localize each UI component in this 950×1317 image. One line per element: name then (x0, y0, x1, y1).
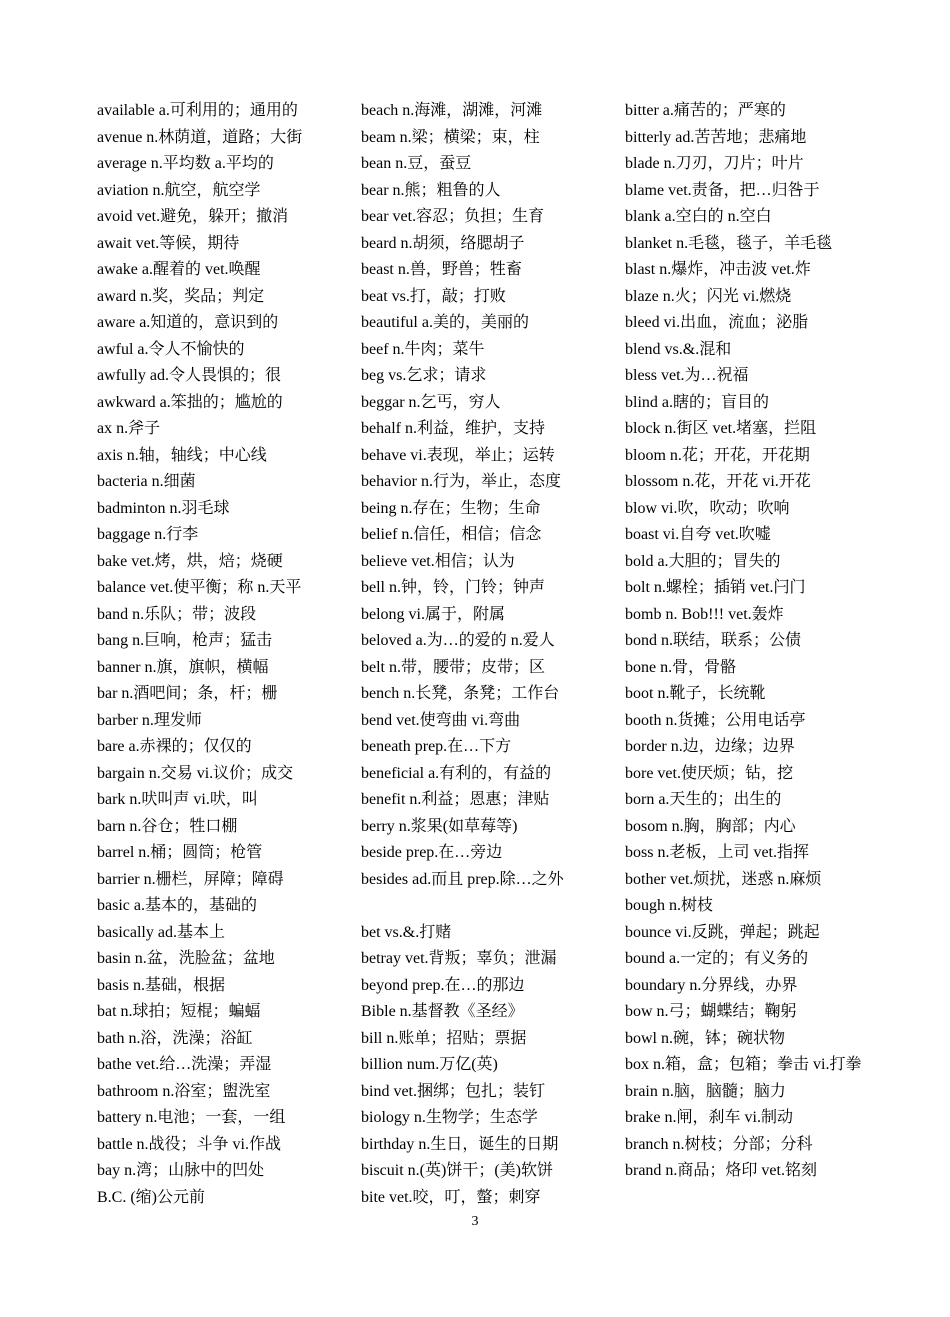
vocab-entry: bomb n. Bob!!! vet.轰炸 (625, 605, 784, 623)
vocab-entry: beloved a.为…的爱的 n.爱人 (361, 632, 555, 649)
vocab-entry: bang n.巨响，枪声；猛击 (97, 632, 273, 649)
vocab-entry: bear vet.容忍；负担；生育 (361, 208, 545, 225)
vocab-entry: booth n.货摊；公用电话亭 (625, 711, 806, 729)
vocab-entry: bear n.熊；粗鲁的人 (361, 181, 501, 199)
column-3 (625, 98, 881, 1185)
vocab-entry: blanket n.毛毯，毯子，羊毛毯 (625, 234, 833, 252)
vocab-entry: beneficial a.有利的，有益的 (361, 764, 552, 782)
vocab-entry: boundary n.分界线，办界 (625, 976, 798, 994)
vocab-entry: beef n.牛肉；菜牛 (361, 340, 485, 358)
vocab-entry: bite vet.咬，叮，螫；刺穿 (361, 1188, 541, 1206)
vocab-entry: basin n.盆，洗脸盆；盆地 (97, 950, 275, 967)
vocab-entry: bark n.吠叫声 vi.吠，叫 (97, 791, 258, 808)
vocab-entry: balance vet.使平衡；称 n.天平 (97, 579, 302, 596)
vocab-entry: awkward a.笨拙的；尴尬的 (97, 393, 283, 411)
vocab-entry: box n.箱，盒；包箱；拳击 vi.打拳 (625, 1056, 862, 1073)
vocab-entry: border n.边，边缘；边界 (625, 738, 795, 755)
vocab-entry: awfully ad.令人畏惧的；很 (97, 367, 281, 384)
vocab-entry: bathe vet.给…洗澡；弄湿 (97, 1056, 272, 1073)
vocab-entry: boast vi.自夸 vet.吹嘘 (625, 526, 771, 543)
vocab-entry: benefit n.利益；恩惠；津贴 (361, 791, 550, 808)
vocab-entry: banner n.旗，旗帜，横幅 (97, 658, 269, 676)
vocab-entry: battle n.战役；斗争 vi.作战 (97, 1135, 281, 1153)
vocab-entry: barrier n.栅栏，屏障；障碍 (97, 870, 284, 888)
vocab-entry: bacteria n.细菌 (97, 473, 196, 490)
vocab-entry: behave vi.表现，举止；运转 (361, 446, 555, 464)
vocab-entry: basis n.基础，根据 (97, 976, 226, 994)
vocab-entry: branch n.树枝；分部；分科 (625, 1135, 813, 1153)
vocab-entry: badminton n.羽毛球 (97, 499, 230, 517)
vocab-entry: blend vs.&.混和 (625, 340, 732, 358)
column-2 (361, 98, 617, 1211)
vocab-entry: ax n.斧子 (97, 420, 161, 437)
vocab-entry: await vet.等候，期待 (97, 234, 240, 252)
vocab-entry: brand n.商品；烙印 vet.铭刻 (625, 1162, 817, 1179)
vocab-entry: bench n.长凳，条凳；工作台 (361, 685, 560, 702)
vocab-entry: band n.乐队；带；波段 (97, 605, 257, 623)
vocab-entry: blind a.瞎的；盲目的 (625, 393, 769, 411)
vocab-entry: bow n.弓；蝴蝶结；鞠躬 (625, 1003, 797, 1020)
vocab-entry: biscuit n.(英)饼干；(美)软饼 (361, 1162, 553, 1179)
vocab-entry: blame vet.责备，把…归咎于 (625, 181, 820, 199)
vocab-entry: bosom n.胸，胸部；内心 (625, 817, 796, 835)
vocab-entry: bathroom n.浴室；盥洗室 (97, 1082, 271, 1100)
vocab-entry: aviation n.航空，航空学 (97, 181, 261, 199)
vocab-entry: bore vet.使厌烦；钻，挖 (625, 764, 793, 782)
vocab-entry: bough n.树枝 (625, 897, 714, 914)
vocab-entry: bet vs.&.打赌 (361, 923, 452, 941)
vocab-entry: blade n.刀刃，刀片；叶片 (625, 155, 804, 172)
vocab-entry: beast n.兽，野兽；牲畜 (361, 261, 522, 278)
vocab-entry: awful a.令人不愉快的 (97, 340, 245, 358)
vocab-entry: barber n.理发师 (97, 711, 202, 729)
vocab-entry: available a.可利用的；通用的 (97, 102, 298, 119)
vocab-entry: avenue n.林荫道，道路；大街 (97, 128, 303, 146)
vocab-entry: betray vet.背叛；辜负；泄漏 (361, 950, 557, 967)
vocab-entry: bell n.钟，铃，门铃；钟声 (361, 579, 545, 596)
vocab-entry: blank a.空白的 n.空白 (625, 208, 772, 225)
vocab-entry: beautiful a.美的，美丽的 (361, 314, 529, 331)
vocab-entry: born a.天生的；出生的 (625, 791, 782, 808)
vocab-entry: beside prep.在…旁边 (361, 844, 503, 861)
vocab-entry: behavior n.行为，举止，态度 (361, 473, 561, 490)
vocab-entry: baggage n.行李 (97, 526, 199, 543)
vocab-entry: barrel n.桶；圆筒；枪管 (97, 844, 263, 861)
vocab-entry: bolt n.螺栓；插销 vet.闩门 (625, 579, 806, 596)
vocab-entry: beneath prep.在…下方 (361, 738, 512, 755)
vocab-entry: berry n.浆果(如草莓等) (361, 817, 518, 835)
vocab-entry: bake vet.烤，烘，焙；烧硬 (97, 552, 283, 570)
vocab-entry: bless vet.为…祝福 (625, 367, 749, 384)
vocab-entry: beg vs.乞求；请求 (361, 367, 487, 384)
vocab-entry: beyond prep.在…的那边 (361, 976, 525, 994)
vocab-entry: avoid vet.避免，躲开；撤消 (97, 208, 289, 225)
vocab-entry: blow vi.吹，吹动；吹响 (625, 499, 790, 517)
vocab-entry: block n.街区 vet.堵塞，拦阻 (625, 420, 817, 437)
vocab-entry: bargain n.交易 vi.议价；成交 (97, 764, 294, 782)
vocab-entry: blast n.爆炸，冲击波 vet.炸 (625, 261, 811, 278)
vocab-entry: barn n.谷仓；牲口棚 (97, 817, 238, 835)
vocab-entry: bond n.联结，联系；公债 (625, 632, 802, 649)
vocab-entry: awake a.醒着的 vet.唤醒 (97, 261, 261, 278)
vocab-entry: B.C. (缩)公元前 (97, 1188, 206, 1206)
vocab-entry: bill n.账单；招贴；票据 (361, 1029, 527, 1047)
vocab-entry: aware a.知道的，意识到的 (97, 314, 279, 331)
vocab-entry: behalf n.利益，维护，支持 (361, 420, 545, 437)
vocab-entry: boot n.靴子，长统靴 (625, 685, 766, 702)
vocab-entry: belief n.信任，相信；信念 (361, 526, 542, 543)
page-number: 3 (471, 1214, 479, 1229)
vocab-entry: billion num.万亿(英) (361, 1056, 498, 1073)
vocab-entry: basic a.基本的，基础的 (97, 897, 257, 914)
vocab-entry: believe vet.相信；认为 (361, 552, 515, 570)
vocab-entry: besides ad.而且 prep.除…之外 (361, 870, 564, 888)
vocab-entry: beggar n.乞丐，穷人 (361, 393, 501, 411)
vocab-entry: blossom n.花，开花 vi.开花 (625, 473, 811, 490)
vocab-entry: bay n.湾；山脉中的凹处 (97, 1162, 265, 1179)
vocab-entry: brain n.脑，脑髓；脑力 (625, 1082, 786, 1100)
vocab-entry: birthday n.生日，诞生的日期 (361, 1135, 559, 1153)
vocab-entry: belong vi.属于，附属 (361, 605, 505, 623)
vocab-entry: beard n.胡须，络腮胡子 (361, 234, 525, 252)
vocab-entry: bath n.浴，洗澡；浴缸 (97, 1029, 253, 1047)
vocab-entry: battery n.电池；一套，一组 (97, 1109, 286, 1126)
vocab-entry: bone n.骨，骨骼 (625, 658, 737, 676)
vocab-entry: beat vs.打，敲；打败 (361, 287, 506, 305)
vocab-entry: bounce vi.反跳，弹起；跳起 (625, 923, 820, 941)
vocab-entry: average n.平均数 a.平均的 (97, 155, 274, 172)
column-1 (97, 98, 353, 1211)
vocab-entry: bother vet.烦扰，迷惑 n.麻烦 (625, 870, 822, 888)
vocab-entry: bound a.一定的；有义务的 (625, 950, 809, 967)
vocab-entry: belt n.带，腰带；皮带；区 (361, 658, 545, 676)
vocab-entry: blaze n.火；闪光 vi.燃烧 (625, 287, 792, 305)
vocab-entry: bend vet.使弯曲 vi.弯曲 (361, 711, 521, 729)
vocab-entry: beach n.海滩，湖滩，河滩 (361, 102, 543, 119)
vocab-entry: basically ad.基本上 (97, 923, 225, 941)
vocab-entry: bare a.赤裸的；仅仅的 (97, 738, 252, 755)
vocab-entry: brake n.闸，刹车 vi.制动 (625, 1109, 793, 1126)
vocab-entry: axis n.轴，轴线；中心线 (97, 446, 267, 464)
vocab-entry: Bible n.基督教《圣经》 (361, 1003, 524, 1020)
vocab-entry: bind vet.捆绑；包扎；装钉 (361, 1082, 545, 1100)
vocab-entry: bean n.豆，蚕豆 (361, 155, 472, 172)
vocab-entry: bar n.酒吧间；条，杆；栅 (97, 685, 278, 702)
vocab-entry (361, 893, 617, 920)
vocab-entry: being n.存在；生物；生命 (361, 499, 541, 517)
vocab-entry: biology n.生物学；生态学 (361, 1109, 538, 1126)
vocab-entry: bat n.球拍；短棍；蝙蝠 (97, 1003, 261, 1020)
vocab-entry: bleed vi.出血，流血；泌脂 (625, 314, 809, 331)
vocab-entry: bold a.大胆的；冒失的 (625, 552, 781, 570)
vocab-entry: bowl n.碗，钵；碗状物 (625, 1029, 786, 1047)
vocab-entry: bitter a.痛苦的；严寒的 (625, 102, 786, 119)
vocab-entry: award n.奖，奖品；判定 (97, 287, 265, 305)
vocab-entry: bitterly ad.苦苦地；悲痛地 (625, 128, 807, 146)
vocab-entry: boss n.老板，上司 vet.指挥 (625, 844, 810, 861)
vocab-entry: beam n.梁；横梁；束，柱 (361, 128, 540, 146)
vocab-entry: bloom n.花；开花，开花期 (625, 446, 810, 464)
